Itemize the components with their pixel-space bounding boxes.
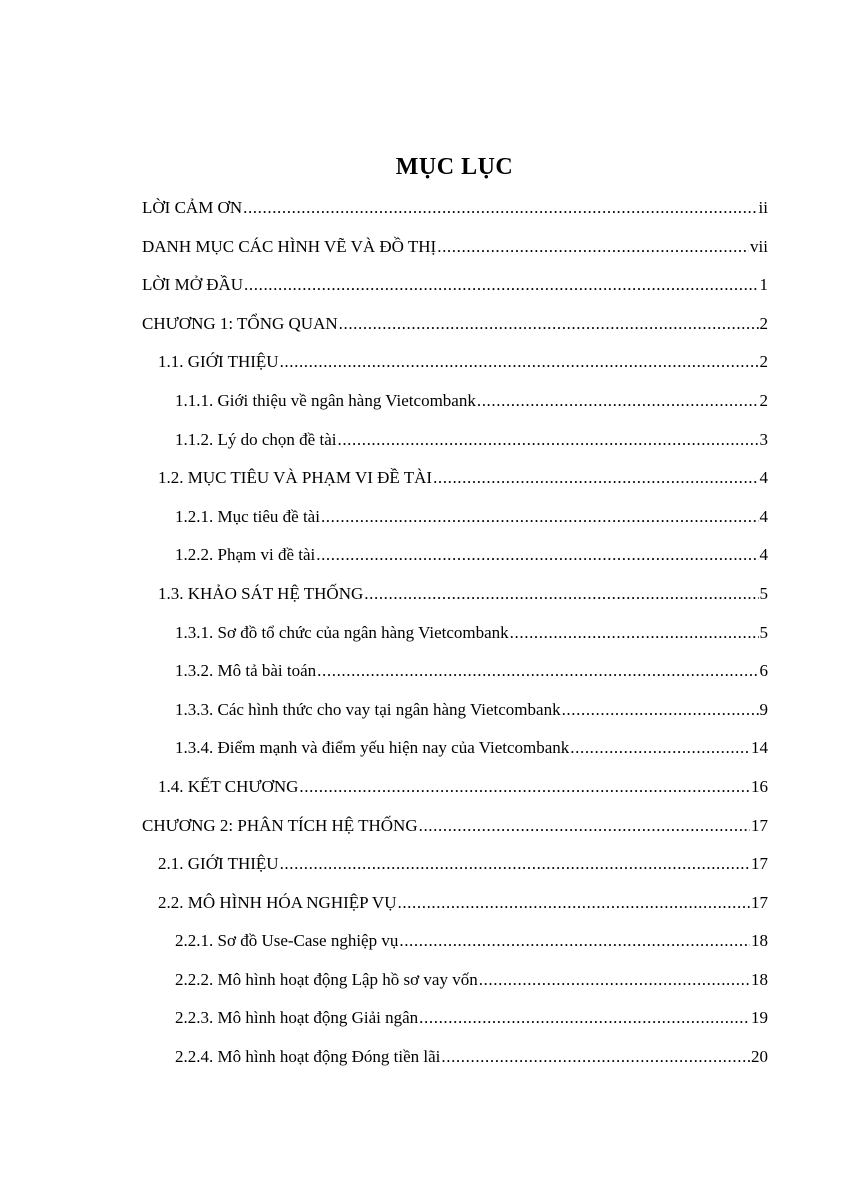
toc-entry[interactable] xyxy=(142,580,768,619)
toc-dot-leader xyxy=(433,464,758,492)
toc-dot-leader xyxy=(437,233,749,261)
toc-entry-label: 2.2.2. Mô hình hoạt động Lập hồ sơ vay vốn xyxy=(175,969,478,989)
toc-entry-page-number: 5 xyxy=(759,622,768,642)
toc-entry-page-number: 9 xyxy=(759,699,768,719)
toc-dot-leader xyxy=(339,310,759,338)
toc-entry-label: 2.2.1. Sơ đồ Use-Case nghiệp vụ xyxy=(175,931,399,951)
toc-entry[interactable] xyxy=(142,233,768,272)
toc-entry-label: 1.3.2. Mô tả bài toán xyxy=(175,661,317,681)
toc-entry-label: 1.2. MỤC TIÊU VÀ PHẠM VI ĐỀ TÀI xyxy=(158,468,433,488)
toc-dot-leader xyxy=(280,348,759,376)
toc-entry[interactable] xyxy=(142,464,768,503)
toc-entry-page-number: vii xyxy=(750,236,768,256)
toc-entry-label: 1.1. GIỚI THIỆU xyxy=(158,352,279,372)
toc-dot-leader xyxy=(570,734,750,762)
toc-entry-label: 1.3.1. Sơ đồ tổ chức của ngân hàng Vietcombank xyxy=(175,622,509,642)
toc-entry[interactable] xyxy=(142,387,768,426)
toc-entry-page-number: 2 xyxy=(759,352,768,372)
toc-dot-leader xyxy=(419,812,750,840)
toc-entry[interactable] xyxy=(142,889,768,928)
toc-dot-leader xyxy=(510,619,759,647)
toc-entry[interactable] xyxy=(142,734,768,773)
toc-entry[interactable] xyxy=(142,1043,768,1082)
toc-entry-label: 2.1. GIỚI THIỆU xyxy=(158,854,279,874)
toc-entry-page-number: 17 xyxy=(751,854,768,874)
toc-dot-leader xyxy=(441,1043,750,1071)
toc-entry-label: 1.2.2. Phạm vi đề tài xyxy=(175,545,316,565)
toc-title: MỤC LỤC xyxy=(395,154,514,180)
toc-entry[interactable] xyxy=(142,1004,768,1043)
toc-entry-label: DANH MỤC CÁC HÌNH VẼ VÀ ĐỒ THỊ xyxy=(142,236,437,256)
toc-entry[interactable] xyxy=(142,271,768,310)
toc-dot-leader xyxy=(419,1004,750,1032)
toc-dot-leader xyxy=(317,657,758,685)
toc-entry-page-number: 2 xyxy=(759,313,768,333)
toc-entry-page-number: 19 xyxy=(751,1008,768,1028)
toc-entry-label: 1.1.1. Giới thiệu về ngân hàng Vietcombank xyxy=(175,390,476,410)
toc-dot-leader xyxy=(244,271,758,299)
toc-entry-label: 2.2.3. Mô hình hoạt động Giải ngân xyxy=(175,1008,419,1028)
toc-entry[interactable] xyxy=(142,503,768,542)
toc-entry-page-number: 18 xyxy=(751,931,768,951)
toc-entry-label: 2.2. MÔ HÌNH HÓA NGHIỆP VỤ xyxy=(158,892,397,912)
toc-entry-page-number: 17 xyxy=(751,815,768,835)
toc-entry-page-number: 3 xyxy=(759,429,768,449)
toc-entry-label: 1.3. KHẢO SÁT HỆ THỐNG xyxy=(158,583,364,603)
toc-entry-label: LỜI MỞ ĐẦU xyxy=(142,275,244,295)
toc-entry-page-number: 4 xyxy=(759,506,768,526)
toc-entry-page-number: 4 xyxy=(759,545,768,565)
toc-entry-page-number: 17 xyxy=(751,892,768,912)
toc-dot-leader xyxy=(337,426,758,454)
toc-entry-page-number: 5 xyxy=(759,583,768,603)
toc-entry-label: 2.2.4. Mô hình hoạt động Đóng tiền lãi xyxy=(175,1047,441,1067)
toc-entry[interactable] xyxy=(142,194,768,233)
toc-dot-leader xyxy=(477,387,759,415)
toc-dot-leader xyxy=(316,541,758,569)
toc-dot-leader xyxy=(399,927,750,955)
toc-entry[interactable] xyxy=(142,850,768,889)
toc-entry-label: 1.4. KẾT CHƯƠNG xyxy=(158,776,299,796)
toc-entry[interactable] xyxy=(142,927,768,966)
toc-dot-leader xyxy=(321,503,759,531)
toc-entry-label: 1.3.3. Các hình thức cho vay tại ngân hàng Vietcombank xyxy=(175,699,561,719)
toc-entry[interactable] xyxy=(142,966,768,1005)
toc-dot-leader xyxy=(562,696,759,724)
toc-dot-leader xyxy=(397,889,750,917)
toc-entry-label: 1.2.1. Mục tiêu đề tài xyxy=(175,506,320,526)
toc-list xyxy=(142,194,768,1082)
toc-entry-page-number: 20 xyxy=(751,1047,768,1067)
toc-dot-leader xyxy=(299,773,750,801)
toc-entry-page-number: 16 xyxy=(751,776,768,796)
toc-entry[interactable] xyxy=(142,773,768,812)
toc-entry-label: 1.3.4. Điểm mạnh và điểm yếu hiện nay của Vietcombank xyxy=(175,738,570,758)
toc-entry-page-number: 6 xyxy=(759,661,768,681)
toc-entry-label: 1.1.2. Lý do chọn đề tài xyxy=(175,429,337,449)
toc-entry-page-number: 4 xyxy=(759,468,768,488)
toc-entry[interactable] xyxy=(142,657,768,696)
toc-entry-page-number: ii xyxy=(758,198,768,217)
toc-entry[interactable] xyxy=(142,812,768,851)
toc-entry[interactable] xyxy=(142,348,768,387)
toc-entry-page-number: 1 xyxy=(759,275,768,295)
toc-dot-leader xyxy=(280,850,750,878)
toc-entry-label: CHƯƠNG 1: TỔNG QUAN xyxy=(142,313,338,333)
toc-entry[interactable] xyxy=(142,310,768,349)
toc-entry[interactable] xyxy=(142,426,768,465)
toc-entry-page-number: 14 xyxy=(751,738,768,758)
toc-entry-label: CHƯƠNG 2: PHÂN TÍCH HỆ THỐNG xyxy=(142,815,418,835)
toc-entry[interactable] xyxy=(142,696,768,735)
toc-dot-leader xyxy=(364,580,758,608)
toc-dot-leader xyxy=(243,194,757,222)
toc-entry[interactable] xyxy=(142,541,768,580)
toc-entry-label: LỜI CẢM ƠN xyxy=(142,198,243,217)
toc-entry-page-number: 18 xyxy=(751,969,768,989)
toc-entry[interactable] xyxy=(142,619,768,658)
toc-dot-leader xyxy=(479,966,750,994)
toc-entry-page-number: 2 xyxy=(759,390,768,410)
